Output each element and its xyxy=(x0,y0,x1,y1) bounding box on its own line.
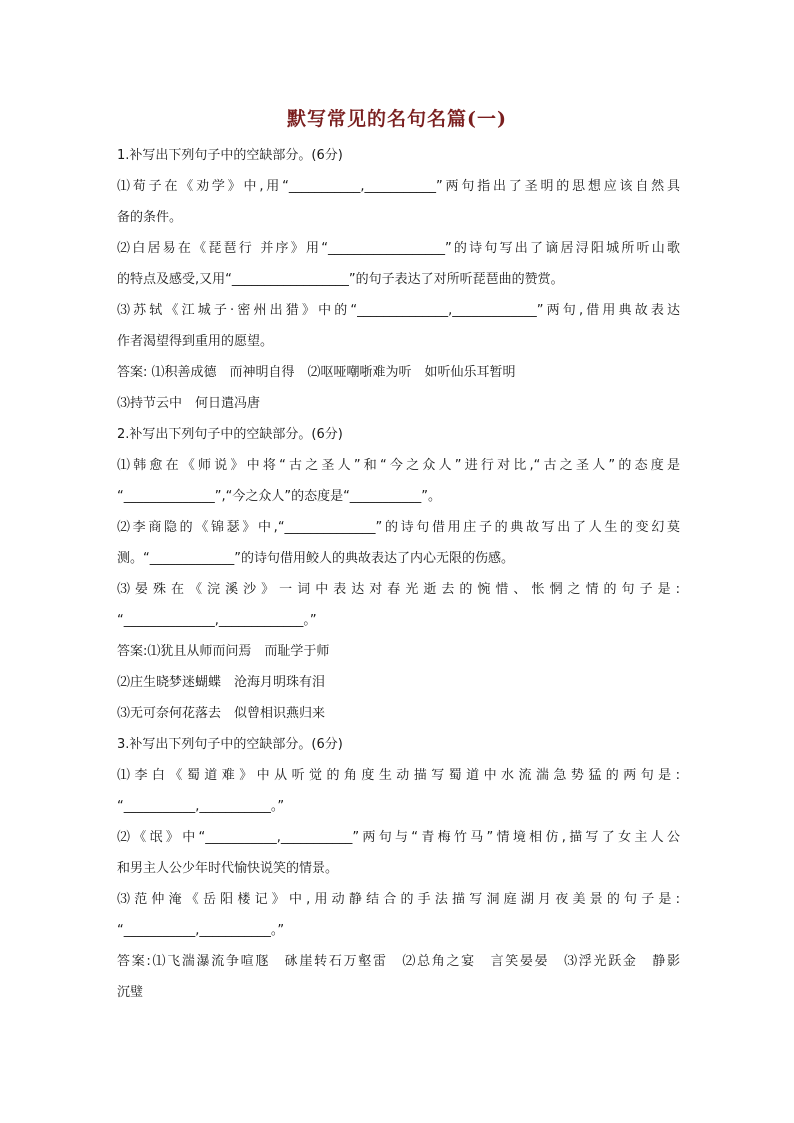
text-line: 的特点及感受,又用“__________________”的句子表达了对所听琵琶曲的赞赏。 xyxy=(117,272,564,287)
text-line: ⑴韩愈在《师说》中将“古之圣人”和“今之众人”进行对比,“古之圣人”的态度是 xyxy=(117,458,680,473)
text-line: ⑶范仲淹《岳阳楼记》中,用动静结合的手法描写洞庭湖月夜美景的句子是: xyxy=(117,892,680,907)
question-heading: 2.补写出下列句子中的空缺部分。(6分) xyxy=(117,427,343,442)
text-line: 作者渴望得到重用的愿望。 xyxy=(117,334,274,349)
page-title: 默写常见的名句名篇(一) xyxy=(287,108,507,130)
text-line: 测。“_____________”的诗句借用鲛人的典故表达了内心无限的伤感。 xyxy=(117,551,514,566)
text-line: ⑵《氓》中“___________,___________”两句与“青梅竹马”情境相仿,描写了女主人公 xyxy=(117,830,680,845)
text-line: “___________,___________。” xyxy=(117,799,285,814)
answer-line: ⑶持节云中 何日遣冯唐 xyxy=(117,396,261,411)
text-line: ⑴李白《蜀道难》中从听觉的角度生动描写蜀道中水流湍急势猛的两句是: xyxy=(117,768,680,783)
answer-line: 沉璧 xyxy=(117,985,144,1000)
text-line: ⑴荀子在《劝学》中,用“___________,___________”两句指出了圣明的思想应该自然具 xyxy=(117,179,680,194)
text-line: “___________,___________。” xyxy=(117,923,285,938)
answer-line: 答案:⑴飞湍瀑流争喧豗 砯崖转石万壑雷 ⑵总角之宴 言笑晏晏 ⑶浮光跃金 静影 xyxy=(117,954,680,969)
text-line: 备的条件。 xyxy=(117,210,183,225)
answer-line: ⑵庄生晓梦迷蝴蝶 沧海月明珠有泪 xyxy=(117,675,326,690)
text-line: ⑶苏轼《江城子·密州出猎》中的“______________,_____________”两句,借用典故表达 xyxy=(117,303,680,318)
text-line: ⑵白居易在《琵琶行 并序》用“__________________”的诗句写出了谪居浔阳城所听山歌 xyxy=(117,241,680,256)
answer-line: ⑶无可奈何花落去 似曾相识燕归来 xyxy=(117,706,326,721)
text-line: “______________,_____________。” xyxy=(117,613,317,628)
text-line: 和男主人公少年时代愉快说笑的情景。 xyxy=(117,861,339,876)
question-heading: 1.补写出下列句子中的空缺部分。(6分) xyxy=(117,148,343,163)
answer-line: 答案: ⑴积善成德 而神明自得 ⑵呕哑嘲哳难为听 如听仙乐耳暂明 xyxy=(117,365,516,380)
answer-line: 答案:⑴犹且从师而问焉 而耻学于师 xyxy=(117,644,330,659)
text-line: ⑵李商隐的《锦瑟》中,“______________”的诗句借用庄子的典故写出了人生的变幻莫 xyxy=(117,520,680,535)
question-heading: 3.补写出下列句子中的空缺部分。(6分) xyxy=(117,737,343,752)
document-body xyxy=(117,140,680,1008)
text-line: ⑶晏殊在《浣溪沙》一词中表达对春光逝去的惋惜、怅惘之情的句子是: xyxy=(117,582,680,597)
text-line: “______________”,“今之众人”的态度是“___________”。 xyxy=(117,489,442,504)
